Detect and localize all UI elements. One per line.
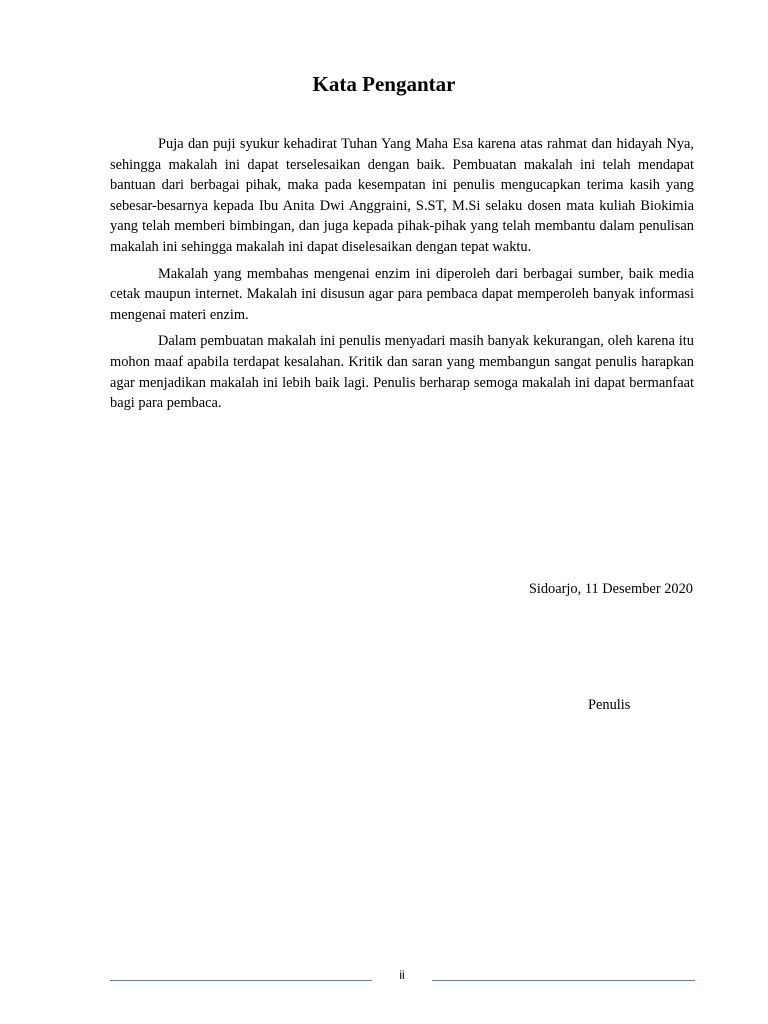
body-text bbox=[110, 134, 694, 420]
page-number: ii bbox=[399, 968, 405, 982]
paragraph-1: Puja dan puji syukur kehadirat Tuhan Yang Maha Esa karena atas rahmat dan hidayah Nya, sehingga makalah ini dapat terselesaikan dengan baik. Pembuatan makalah ini telah mendapat bantuan dari berbagai pihak, maka pada kesempatan ini penulis mengucapkan terima kasih yang sebesar-besarnya kepada Ibu Anita Dwi Anggraini, S.ST, M.Si selaku dosen mata kuliah Biokimia yang telah memberi bimbingan, dan juga kepada pihak-pihak yang telah membantu dalam penulisan makalah ini sehingga makalah ini dapat diselesaikan dengan tepat waktu. bbox=[110, 136, 694, 255]
place-date: Sidoarjo, 11 Desember 2020 bbox=[528, 581, 693, 597]
page-title: Kata Pengantar bbox=[312, 72, 456, 96]
paragraph-3: Dalam pembuatan makalah ini penulis menyadari masih banyak kekurangan, oleh karena itu mohon maaf apabila terdapat kesalahan. Kritik dan saran yang membangun sangat penulis harapkan agar menjadikan makalah ini lebih baik lagi. Penulis berharap semoga makalah ini dapat bermanfaat bagi para pembaca. bbox=[110, 333, 694, 412]
signer-label: Penulis bbox=[588, 697, 631, 713]
footer-rule-left bbox=[110, 980, 372, 981]
footer-rule-right bbox=[432, 980, 695, 981]
paragraph-2: Makalah yang membahas mengenai enzim ini diperoleh dari berbagai sumber, baik media cetak maupun internet. Makalah ini disusun agar para pembaca dapat memperoleh banyak informasi mengenai materi enzim. bbox=[110, 265, 694, 323]
